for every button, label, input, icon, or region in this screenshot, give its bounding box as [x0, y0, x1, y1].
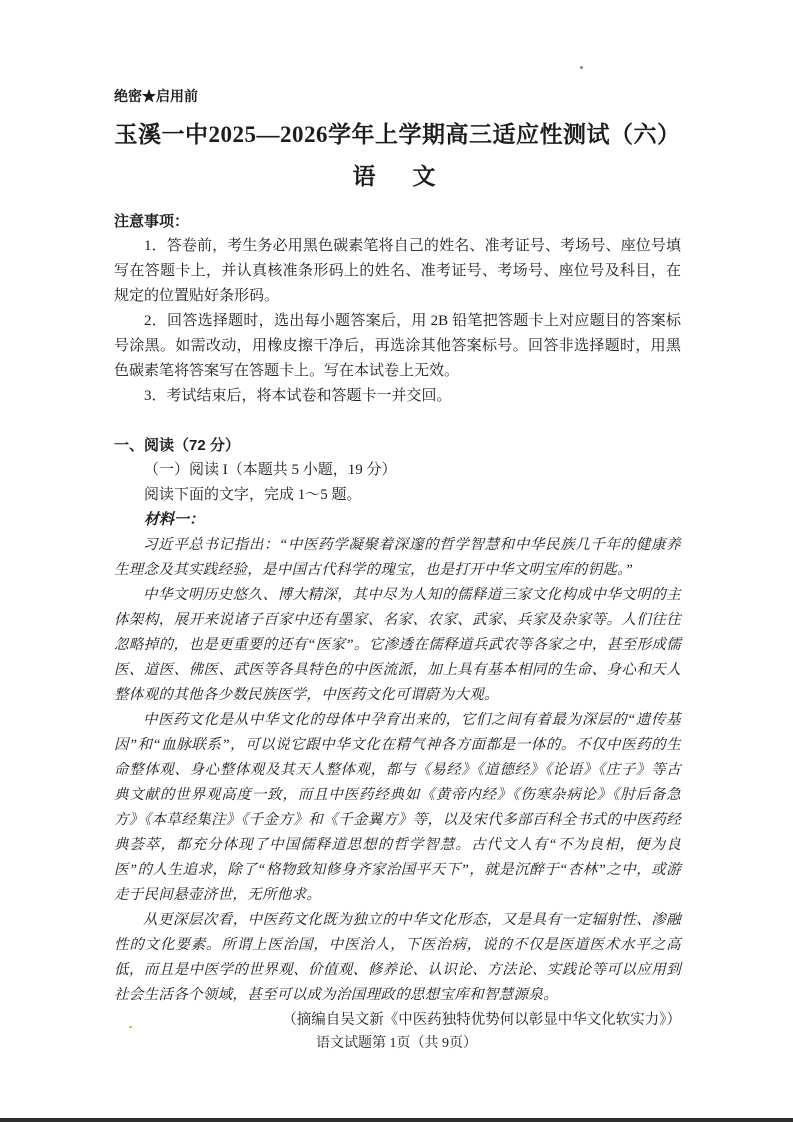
notice-item-1: 1．答卷前，考生务必用黑色碳素笔将自己的姓名、准考证号、考场号、座位号填写在答题卡上，并认真核准条形码上的姓名、准考证号、考场号、座位号及科目，在规定的位置贴好条形码。: [114, 238, 681, 304]
material-paragraph-3: 中医药文化是从中华文化的母体中孕育出来的，它们之间有着最为深层的“遗传基因”和“血脉联系”，可以说它跟中华文化在精气神各方面都是一体的。不仅中医药的生命整体观、身心整体观及其天人整体观，都与《易经》《道德经》《论语》《庄子》等古典文献的世界观高度一致，而且中医药经典如《黄帝内经》《伤寒杂病论》《肘后备急方》《本草经集注》《千金方》和《千金翼方》等，以及宋代多部百科全书式的中医药经典荟萃，都充分体现了中国儒释道思想的哲学智慧。古代文人有“不为良相，便为良医”的人生追求，除了“格物致知修身齐家治国平天下”，就是沉醉于“杏林”之中，或游走于民间悬壶济世，无所他求。: [114, 712, 681, 903]
material-one-label: 材料一：: [144, 512, 205, 528]
page-bottom-scan-edge: [0, 1118, 793, 1122]
section-heading-reading: 一、阅读（72 分）: [114, 437, 240, 454]
exam-title-school: 玉溪一中: [114, 121, 209, 147]
material-paragraph-4: 从更深层次看，中医药文化既为独立的中华文化形态，又是具有一定辐射性、渗融性的文化要素。所谓上医治国，中医治人，下医治病，说的不仅是医道医术水平之高低，而且是中医学的世界观、价值观、修养论、认识论、方法论、实践论等可以应用到社会生活各个领域，甚至可以成为治国理政的思想宝库和智慧源泉。: [114, 912, 681, 1003]
exam-title: [114, 120, 681, 149]
material-paragraph-1: 习近平总书记指出：“中医药学凝聚着深邃的哲学智慧和中华民族几千年的健康养生理念及其实践经验，是中国古代科学的瑰宝，也是打开中华文明宝库的钥匙。”: [114, 537, 681, 578]
source-attribution: （摘编自吴文新《中医药独特优势何以彰显中华文化软实力》）: [282, 1012, 681, 1028]
notice-item-3: 3．考试结束后，将本试卷和答题卡一并交回。: [144, 388, 452, 404]
scan-artifact-dot: [580, 66, 583, 69]
notices-heading: 注意事项：: [114, 213, 190, 230]
subject-title: 语 文: [352, 163, 443, 189]
page-footer: 语文试题第 1页（共 9页）: [316, 1036, 477, 1051]
exam-title-years: 2025—2026: [208, 122, 328, 147]
reading-instruction: 阅读下面的文字，完成 1～5 题。: [144, 487, 362, 503]
page-content: [114, 88, 681, 1033]
material-paragraph-2: 中华文明历史悠久、博大精深，其中尽为人知的儒释道三家文化构成中华文明的主体架构，展开来说诸子百家中还有墨家、名家、农家、武家、兵家及杂家等。人们往往忽略掉的，也是更重要的还有“医家”。它渗透在儒释道兵武农等各家之中，甚至形成儒医、道医、佛医、武医等各具特色的中医流派，加上具有基本相同的生命、身心和天人整体观的其他各少数民族医学，中医药文化可谓蔚为大观。: [114, 587, 681, 703]
security-classification: 绝密★启用前: [114, 88, 198, 104]
reading-subheading: （一）阅读 I（本题共 5 小题，19 分）: [144, 462, 397, 478]
scan-artifact-dot: [129, 1026, 132, 1028]
exam-title-rest: 学年上学期高三适应性测试（六）: [328, 121, 681, 147]
notice-item-2: 2．回答选择题时，选出每小题答案后，用 2B 铅笔把答题卡上对应题目的答案标号涂黑。如需改动，用橡皮擦干净后，再选涂其他答案标号。回答非选择题时，用黑色碳素笔将答案写在答题卡上。写在本试卷上无效。: [114, 313, 681, 379]
